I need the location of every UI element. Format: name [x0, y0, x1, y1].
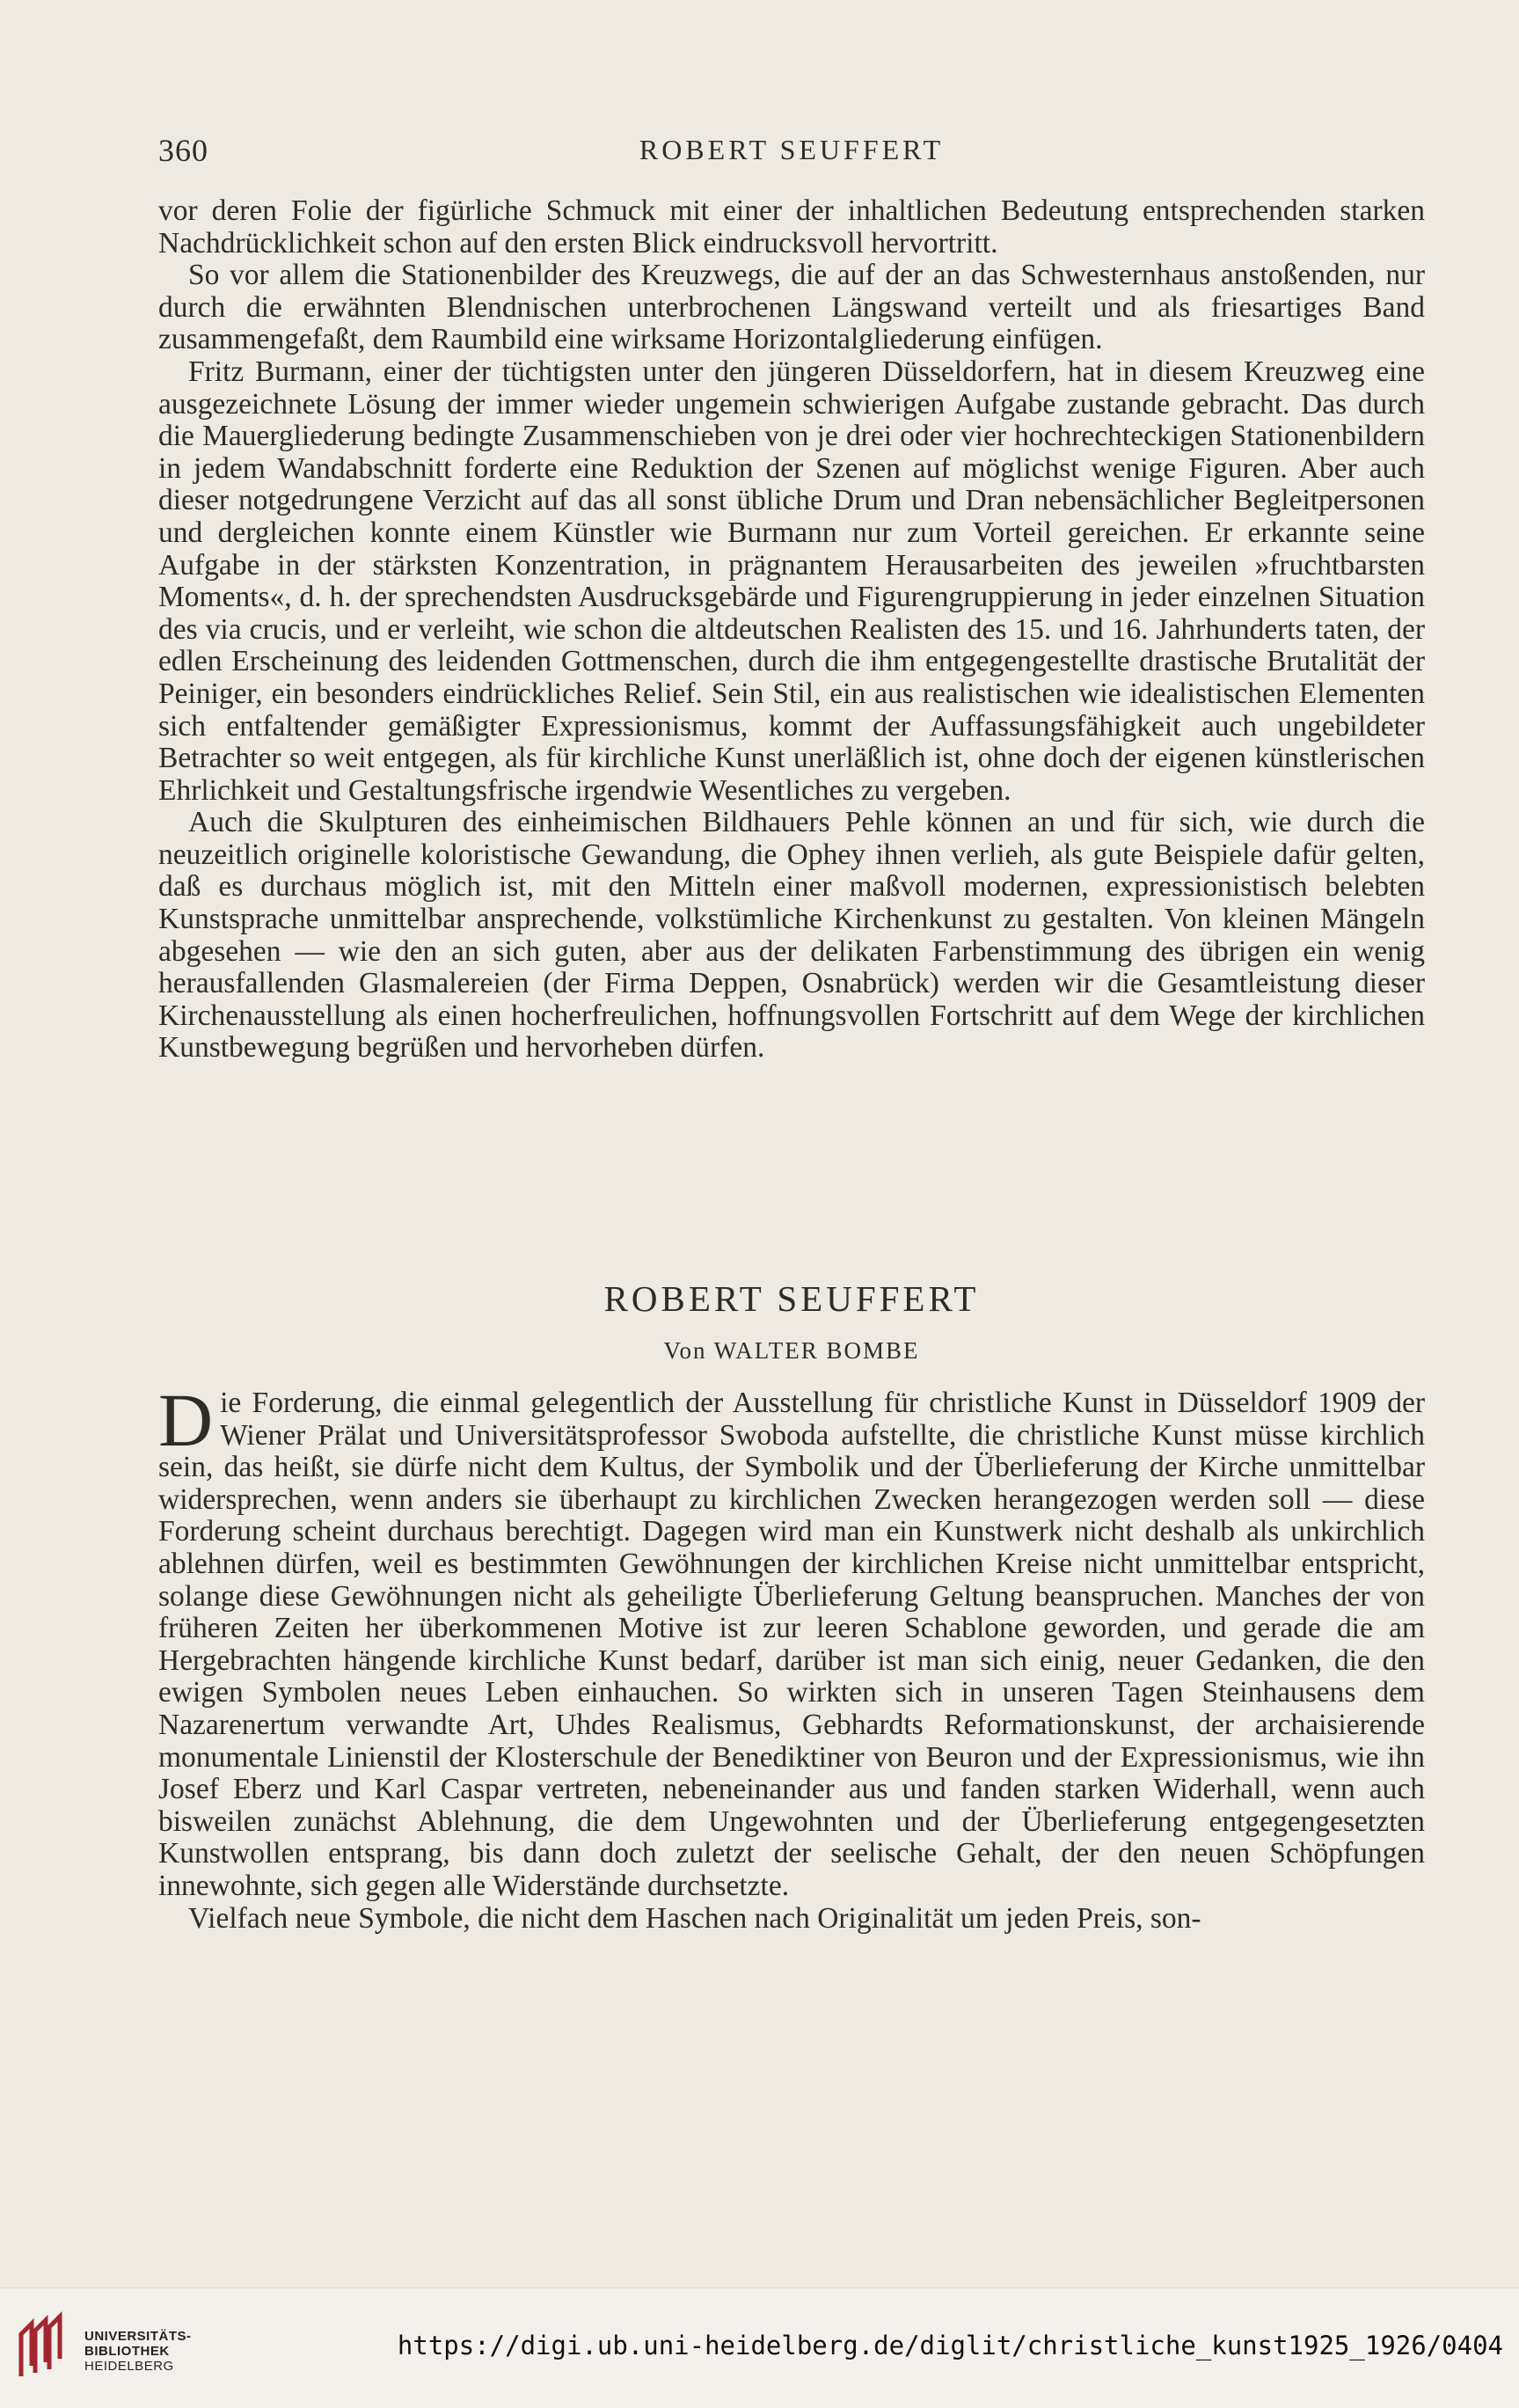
previous-article-text — [158, 195, 1425, 1065]
library-name-line: UNIVERSITÄTS- — [84, 2329, 192, 2344]
drop-cap: D — [158, 1378, 214, 1462]
running-title: ROBERT SEUFFERT — [639, 134, 945, 165]
article-title: ROBERT SEUFFERT — [603, 1278, 980, 1319]
article-byline: Von WALTER BOMBE — [663, 1337, 920, 1364]
article-body — [158, 1378, 1425, 1935]
paragraph: Vielfach neue Symbole, die nicht dem Haschen nach Originalität um jeden Preis, son- — [188, 1901, 1201, 1935]
paragraph: vor deren Folie der figürliche Schmuck mit einer der inhaltlichen Bedeutung entsprechenden starken Nachdrücklichkeit schon auf den ersten Blick eindrucksvoll hervortritt. — [158, 194, 1425, 260]
paragraph — [158, 1378, 1425, 1903]
library-name-line: HEIDELBERG — [84, 2359, 174, 2374]
first-paragraph-text: ie Forderung, die einmal gelegentlich der Ausstellung für christliche Kunst in Düsseldorf 1909 der Wiener Prälat und Universitätsprofessor Swoboda aufstellte, die christliche Kunst müsse kirchlich sein, das heißt, sie dürfe nicht dem Kultus, der Symbolik und der Überlieferung der Kirche unmittelbar widersprechen, wenn anders sie überhaupt zu kirchlichen Zwecken herangezogen werden soll — diese Forderung scheint durchaus berechtigt. Dagegen wird man ein Kunstwerk nicht deshalb als unkirchlich ablehnen dürfen, weil es bestimmten Gewöhnungen der kirchlichen Kreise nicht unmittelbar entspricht, solange diese Gewöhnungen nicht als geheiligte Überlieferung Geltung beanspruchen. Manches der von früheren Zeiten her überkommenen Motive ist zur leeren Schablone geworden, und gerade die am Hergebrachten hängende kirchliche Kunst bedarf, darüber ist man sich einig, neuer Gedanken, die den ewigen Symbolen neues Leben einhauchen. So wirkten sich in unseren Tagen Steinhausens dem Nazarenertum verwandte Art, Uhdes Realismus, Gebhardts Reformationskunst, der archaisierende monumentale Linienstil der Klosterschule der Benediktiner von Beuron und der Expressionismus, wie ihn Josef Eberz und Karl Caspar vertreten, nebeneinander aus und fanden starken Widerhall, wenn auch bisweilen zunächst Ablehnung, die dem Ungewohnten und der Überlieferung entgegengesetzten Kunstwollen entsprang, bis dann doch zuletzt der seelische Gehalt, der den neuen Schöpfungen innewohnte, sich gegen alle Widerstände durchsetzte. — [158, 1387, 1425, 1902]
paragraph: Fritz Burmann, einer der tüchtigsten unter den jüngeren Düsseldorfern, hat in diesem Kreuzweg eine ausgezeichnete Lösung der immer wieder ungemein schwierigen Aufgabe zustande gebracht. Das durch die Mauergliederung bedingte Zusammenschieben von je drei oder vier hochrechteckigen Stationenbildern in jedem Wandabschnitt forderte eine Reduktion der Szenen auf möglichst wenige Figuren. Aber auch dieser notgedrungene Verzicht auf das all sonst übliche Drum und Dran nebensächlicher Begleitpersonen und dergleichen konnte einem Künstler wie Burmann nur zum Vorteil gereichen. Er erkannte seine Aufgabe in der stärksten Konzentration, in prägnantem Herausarbeiten des jeweilen »fruchtbarsten Moments«, d. h. der sprechendsten Ausdrucksgebärde und Figurengruppierung in jeder einzelnen Situation des via crucis, und er verleiht, wie schon die altdeutschen Realisten des 15. und 16. Jahrhunderts taten, der edlen Erscheinung des leidenden Gottmenschen, durch die ihm entgegengestellte drastische Brutalität der Peiniger, ein besonders eindrückliches Relief. Sein Stil, ein aus realistischen wie idealistischen Elementen sich entfaltender gemäßigter Expressionismus, kommt der Auffassungsfähigkeit auch ungebildeter Betrachter so weit entgegen, als für kirchliche Kunst unerläßlich ist, ohne doch der eigenen künstlerischen Ehrlichkeit und Gestaltungsfrische irgendwie Wesentliches zu vergeben. — [158, 355, 1425, 807]
library-name — [84, 2329, 192, 2374]
article-heading — [158, 1277, 1425, 1365]
library-name-line: BIBLIOTHEK — [84, 2344, 170, 2359]
running-head — [158, 132, 1425, 171]
permalink-url[interactable]: https://digi.ub.uni-heidelberg.de/diglit/christliche_kunst1925_1926/0404 — [397, 2331, 1503, 2360]
page-number: 360 — [158, 133, 208, 168]
paragraph: So vor allem die Stationenbilder des Kreuzwegs, die auf der an das Schwesternhaus anstoßenden, nur durch die erwähnten Blendnischen unterbrochenen Längswand verteilt und als friesartiges Band zusammengefaßt, dem Raumbild eine wirksame Horizontalgliederung einfügen. — [158, 259, 1425, 356]
footer-bar — [0, 2287, 1519, 2408]
paragraph: Auch die Skulpturen des einheimischen Bildhauers Pehle können an und für sich, wie durch die neuzeitlich originelle koloristische Gewandung, die Ophey ihnen verlieh, als gute Beispiele dafür gelten, daß es durchaus möglich ist, mit den Mitteln einer maßvoll modernen, expressionistisch belebten Kunstsprache unmittelbar ansprechende, volkstümliche Kirchenkunst zu gestalten. Von kleinen Mängeln abgesehen — wie den an sich guten, aber aus der delikaten Farbenstimmung des übrigen ein wenig herausfallenden Glasmalereien (der Firma Deppen, Osnabrück) werden wir die Gesamtleistung dieser Kirchenausstellung als einen hocherfreulichen, hoffnungsvollen Fortschritt auf dem Wege der kirchlichen Kunstbewegung begrüßen und hervorheben dürfen. — [158, 806, 1425, 1065]
ub-heidelberg-logo-icon[interactable] — [12, 2308, 74, 2387]
